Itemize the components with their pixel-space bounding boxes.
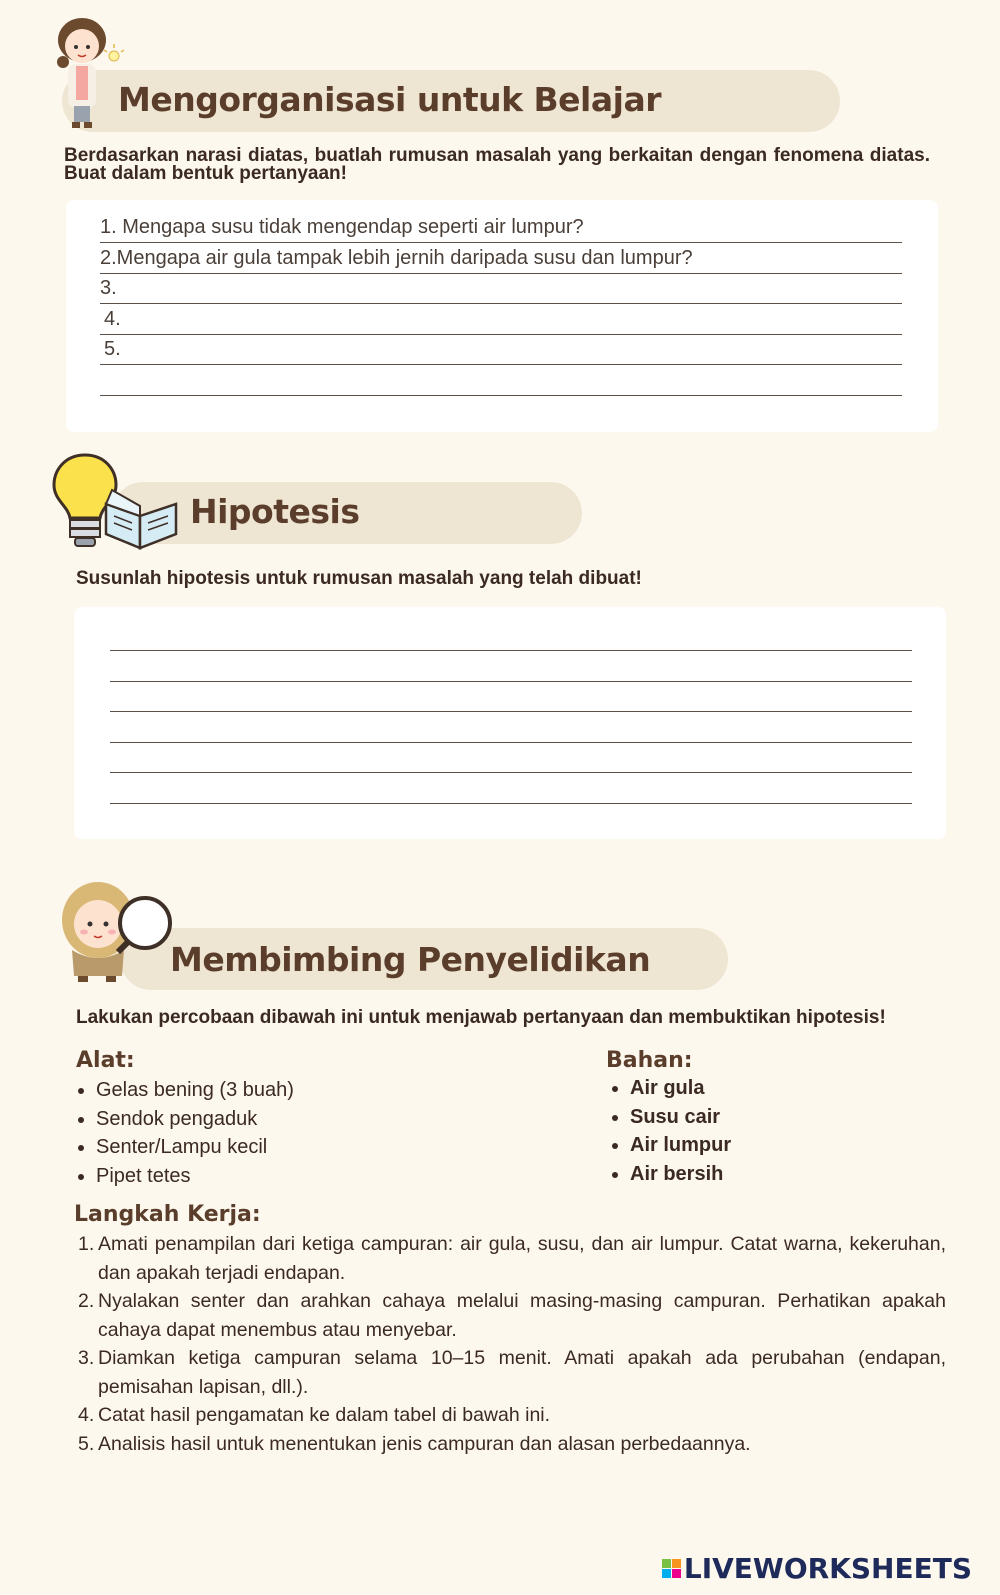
rumusan-masalah-answer-5[interactable]: 5. [104,338,121,360]
answer-line [100,303,902,304]
answer-line [110,803,912,804]
section1-instruction: Berdasarkan narasi diatas, buatlah rumusan masalah yang berkaitan dengan fenomena diatas. Buat dalam bentuk pertanyaan! [64,145,930,184]
section2-title: Hipotesis [190,492,360,531]
alat-item: Pipet tetes [76,1162,536,1191]
hipotesis-card [74,607,946,839]
step-text: Amati penampilan dari ketiga campuran: air gula, susu, dan air lumpur. Catat warna, kekeruhan, dan apakah terjadi endapan. [98,1233,946,1284]
step-number: 3. [78,1347,95,1369]
answer-line [110,742,912,743]
rumusan-masalah-answer-2[interactable]: 2.Mengapa air gula tampak lebih jernih daripada susu dan lumpur? [100,246,693,269]
bahan-item: Air gula [610,1074,930,1103]
langkah-kerja-step [78,1287,946,1344]
answer-line [110,711,912,712]
alat-item: Sendok pengaduk [76,1105,536,1134]
langkah-kerja-list [78,1230,946,1458]
step-number: 5. [78,1432,95,1455]
student-magnifier-illustration [56,870,176,990]
liveworksheets-logo-text: LIVEWORKSHEETS [683,1552,972,1585]
step-number: 4. [78,1404,95,1426]
logo-square [672,1559,681,1568]
section2-instruction: Susunlah hipotesis untuk rumusan masalah yang telah dibuat! [76,568,642,589]
answer-line [100,242,902,243]
bahan-item: Air lumpur [610,1131,930,1160]
langkah-kerja-step [78,1401,946,1430]
alat-item: Senter/Lampu kecil [76,1133,536,1162]
alat-list [76,1076,536,1190]
answer-line [100,364,902,365]
logo-square [662,1569,671,1578]
step-text: Diamkan ketiga campuran selama 10–15 menit. Amati apakah ada perubahan (endapan, pemisahan lapisan, dll.). [98,1347,946,1398]
langkah-kerja-step [78,1430,946,1459]
section3-instruction: Lakukan percobaan dibawah ini untuk menjawab pertanyaan dan membuktikan hipotesis! [76,1007,886,1028]
bahan-list [610,1074,930,1188]
rumusan-masalah-answer-3[interactable]: 3. [100,277,117,299]
langkah-kerja-step [78,1230,946,1287]
step-number: 1. [78,1233,95,1255]
answer-line [100,273,902,274]
langkah-kerja-heading: Langkah Kerja: [74,1202,261,1227]
answer-line [100,334,902,335]
section3-title: Membimbing Penyelidikan [170,940,651,979]
step-text: Catat hasil pengamatan ke dalam tabel di bawah ini. [98,1404,551,1426]
liveworksheets-logo-mark [662,1559,681,1578]
logo-square [662,1559,671,1568]
logo-square [672,1569,681,1578]
section1-title: Mengorganisasi untuk Belajar [118,80,661,119]
answer-line [110,681,912,682]
step-number: 2. [78,1290,95,1312]
answer-line [110,772,912,773]
alat-item: Gelas bening (3 buah) [76,1076,536,1105]
langkah-kerja-step [78,1344,946,1401]
answer-line [100,395,902,396]
liveworksheets-logo[interactable] [662,1552,972,1585]
bahan-heading: Bahan: [606,1048,693,1073]
bahan-item: Air bersih [610,1160,930,1189]
rumusan-masalah-answer-4[interactable]: 4. [104,307,121,330]
rumusan-masalah-answer-1[interactable]: 1. Mengapa susu tidak mengendap seperti air lumpur? [100,216,584,238]
open-book-icon [100,482,182,552]
step-text: Analisis hasil untuk menentukan jenis campuran dan alasan perbedaannya. [98,1432,751,1455]
answer-line [110,650,912,651]
step-text: Nyalakan senter dan arahkan cahaya melalui masing-masing campuran. Perhatikan apakah cahaya dapat menembus atau menyebar. [98,1290,946,1341]
alat-heading: Alat: [76,1048,135,1073]
bahan-item: Susu cair [610,1103,930,1132]
